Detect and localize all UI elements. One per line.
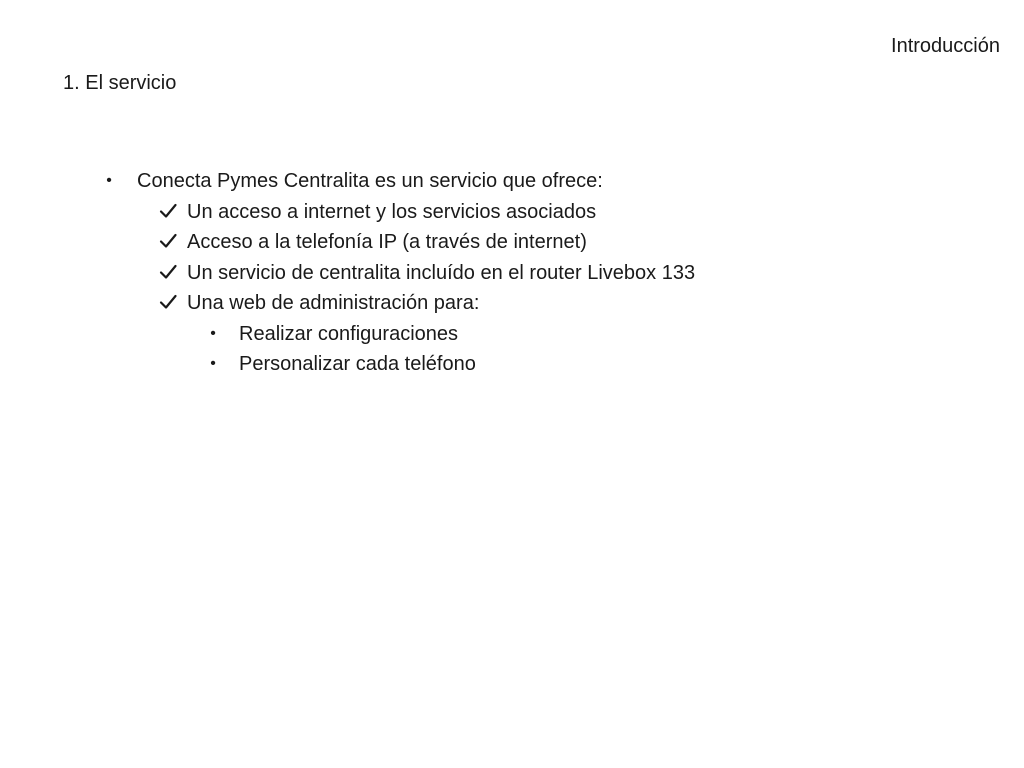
list-item-sub bbox=[100, 319, 695, 350]
list-item-intro bbox=[100, 166, 695, 197]
list-item-sub bbox=[100, 349, 695, 380]
checkmark-icon bbox=[156, 288, 180, 318]
header-title: Introducción bbox=[891, 35, 1000, 57]
list-item-text: Personalizar cada teléfono bbox=[239, 353, 476, 375]
bullet-list bbox=[100, 166, 695, 380]
list-item-feature bbox=[100, 197, 695, 228]
checkmark-icon bbox=[156, 197, 180, 227]
bullet-dot-icon: • bbox=[106, 172, 112, 189]
section-title: 1. El servicio bbox=[63, 72, 177, 94]
list-item-text: Un acceso a internet y los servicios asociados bbox=[187, 200, 597, 223]
checkmark-icon bbox=[156, 227, 180, 257]
bullet-dot-icon: • bbox=[210, 324, 216, 342]
list-item-text: Acceso a la telefonía IP (a través de internet) bbox=[187, 231, 587, 253]
list-item-text: Realizar configuraciones bbox=[239, 322, 459, 345]
list-item-text: Un servicio de centralita incluído en el router Livebox 133 bbox=[187, 261, 696, 284]
list-item-text: Conecta Pymes Centralita es un servicio que ofrece: bbox=[137, 170, 603, 192]
list-item-feature bbox=[100, 258, 695, 289]
list-item-feature bbox=[100, 227, 695, 258]
list-item-text: Una web de administración para: bbox=[187, 292, 480, 314]
checkmark-icon bbox=[156, 258, 180, 288]
list-item-feature bbox=[100, 288, 695, 319]
bullet-dot-icon: • bbox=[210, 355, 216, 372]
